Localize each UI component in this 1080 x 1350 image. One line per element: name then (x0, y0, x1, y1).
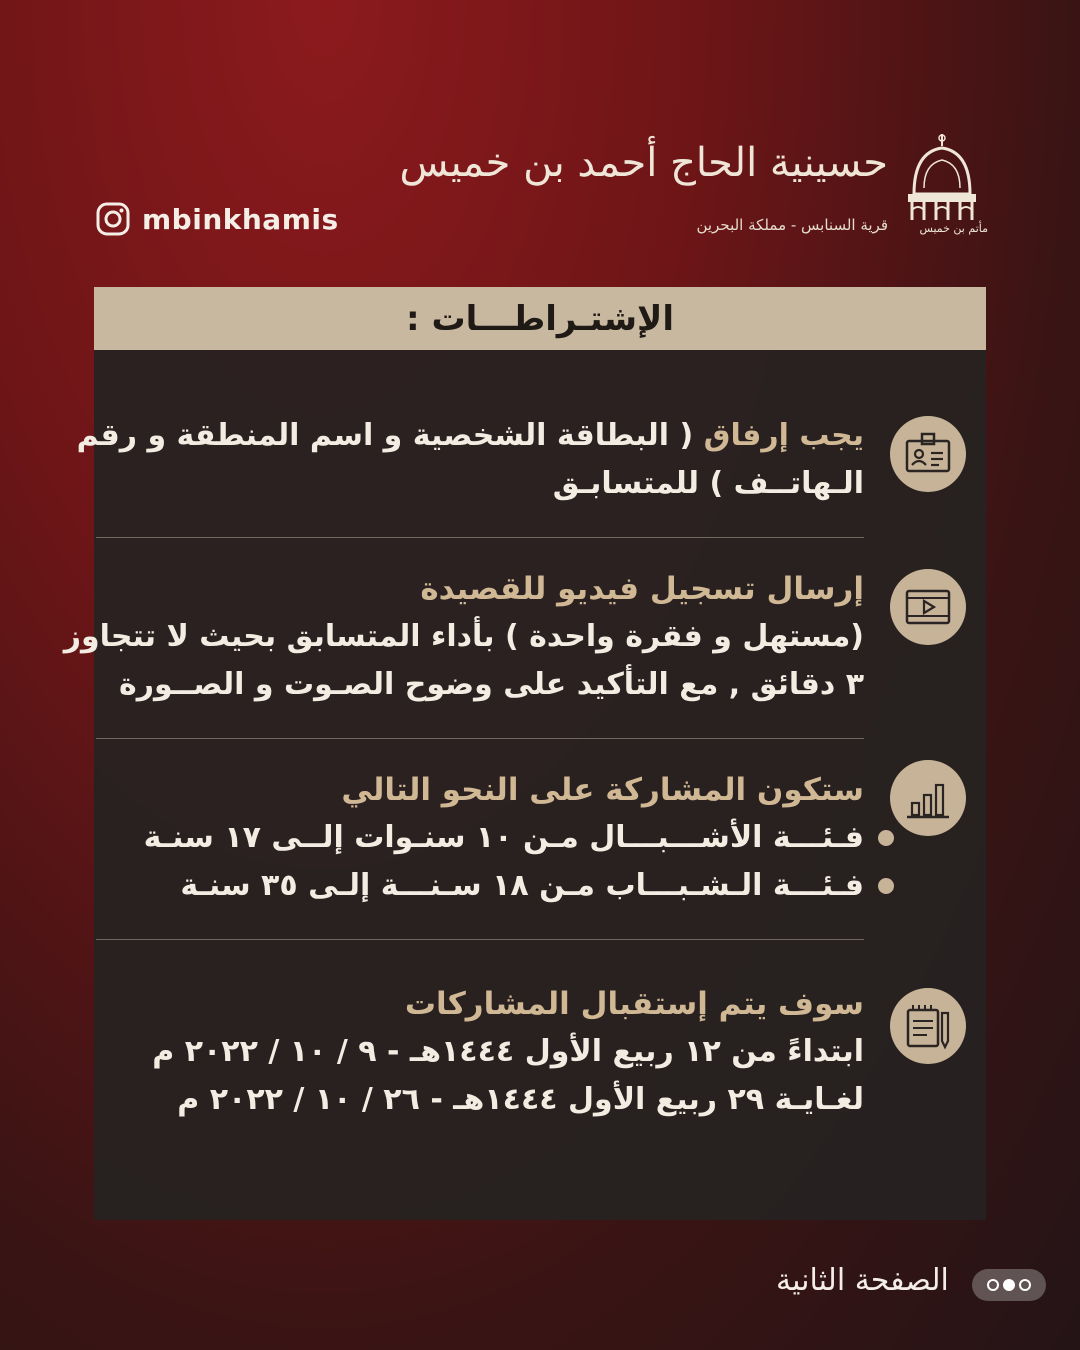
requirement-accent: يجب إرفاق (703, 418, 864, 453)
requirement-text (76, 412, 864, 508)
category-item-youth (124, 862, 864, 910)
logo-subtitle: قرية السنابس - مملكة البحرين (696, 216, 888, 234)
requirement-line-2: ٣ دقائق , مع التأكيد على وضوح الصـوت و الصــورة (119, 667, 864, 702)
bar-chart-icon (903, 773, 953, 823)
start-date: ابتداءً من ١٢ ربيع الأول ١٤٤٤هـ - ٩ / ١٠ / ٢٠٢٢ م (152, 1034, 864, 1069)
logo-mosque-name: مأتم بن خميس (919, 222, 988, 235)
pager-dot[interactable] (1019, 1279, 1031, 1291)
end-date: لغـايـة ٢٩ ربيع الأول ١٤٤٤هـ - ٢٦ / ١٠ / ٢٠٢٢ م (177, 1082, 864, 1117)
instagram-handle[interactable] (96, 202, 339, 236)
bullet-icon (878, 878, 894, 894)
video-icon-circle (890, 569, 966, 645)
logo (399, 132, 988, 247)
requirement-line-2: الـهاتــف ) للمتسابـق (552, 466, 864, 501)
category-item-cubs (124, 814, 864, 862)
logo-title: حسينية الحاج أحمد بن خميس (399, 140, 888, 186)
divider (96, 537, 864, 538)
chart-icon-circle (890, 760, 966, 836)
requirement-heading: إرسال تسجيل فيديو للقصيدة (420, 571, 864, 607)
bullet-icon (878, 830, 894, 846)
panel-title: الإشتـراطـــات : (406, 298, 674, 339)
requirement-text (124, 980, 864, 1124)
divider (96, 939, 864, 940)
panel-header (94, 287, 986, 350)
pager-dot-active[interactable] (1003, 1279, 1015, 1291)
requirement-heading: ستكون المشاركة على النحو التالي (341, 772, 864, 808)
notepad-icon-circle (890, 988, 966, 1064)
requirement-line-1 (76, 412, 864, 460)
category-text: فـئـــة الـشـبـــاب مـن ١٨ سـنـــة إلـى ٣٥ سنـة (180, 868, 864, 903)
page-label: الصفحة الثانية (776, 1263, 949, 1298)
id-card-icon (903, 429, 953, 479)
requirement-line-1-rest: ( البطاقة الشخصية و اسم المنطقة و رقم (76, 418, 704, 453)
instagram-handle-text: mbinkhamis (142, 202, 339, 236)
category-text: فـئـــة الأشـــبـــال مـن ١٠ سنـوات إلــى ١٧ سنـة (143, 820, 864, 855)
requirements-panel (63, 287, 986, 1220)
divider (96, 738, 864, 739)
instagram-icon (96, 202, 130, 236)
id-card-icon-circle (890, 416, 966, 492)
requirement-text (63, 565, 864, 709)
requirement-heading: سوف يتم إستقبال المشاركات (404, 986, 864, 1022)
pager-dot[interactable] (987, 1279, 999, 1291)
requirement-text (124, 766, 864, 910)
pager-indicator[interactable] (972, 1269, 1046, 1301)
requirement-line-1: (مستهل و فقرة واحدة ) بأداء المتسابق بحيث لا تتجاوز (63, 619, 864, 654)
video-player-icon (903, 582, 953, 632)
notepad-pencil-icon (903, 1001, 953, 1051)
